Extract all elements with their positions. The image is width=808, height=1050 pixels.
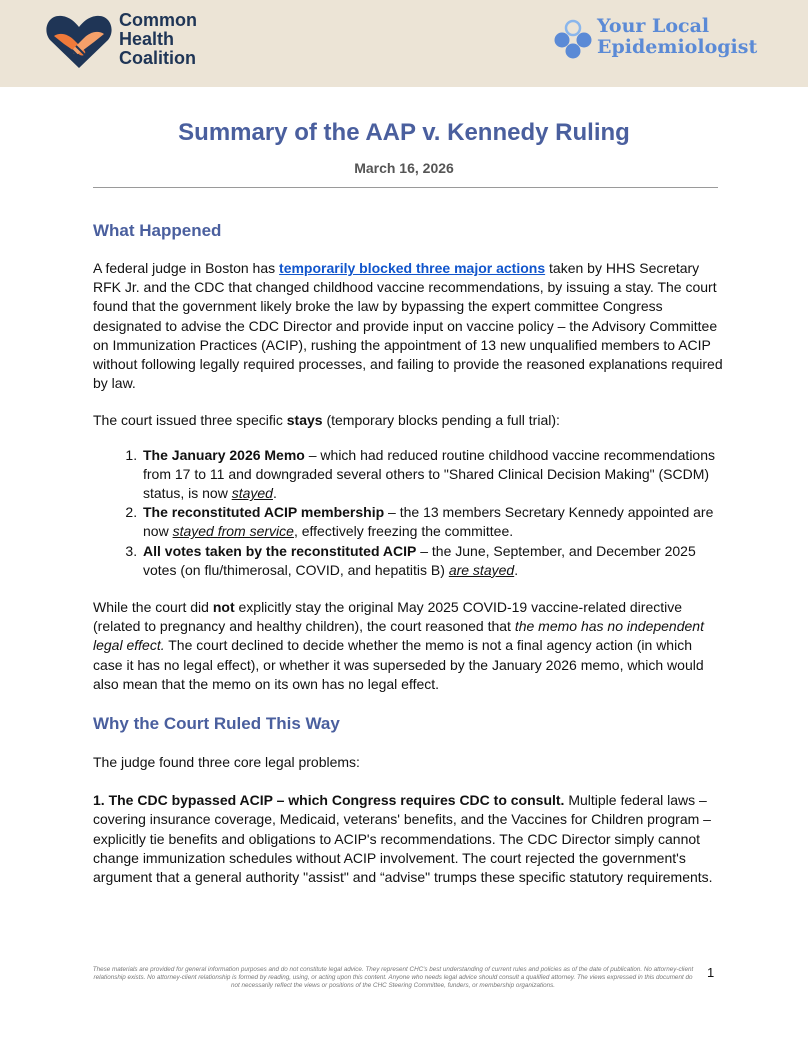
section-heading-why: Why the Court Ruled This Way [93, 714, 340, 734]
yle-logo-line: Your Local [597, 15, 710, 37]
text-run: The court declined to decide whether the memo is not a final agency action (in which case it has no legal effect), or whether it was superseded by the January 2026 memo, which would also mean that the memo on its own has no legal effect. [93, 637, 704, 692]
blocked-actions-link[interactable]: temporarily blocked three major actions [279, 260, 546, 276]
bold-term: stays [286, 412, 323, 429]
yle-logo-line: Epidemiologist [597, 36, 758, 58]
emphasis: stayed from service [172, 523, 294, 540]
chc-logo-line: Coalition [119, 48, 196, 68]
emphasis: stayed [231, 485, 273, 502]
chc-logo-line: Health [119, 29, 175, 49]
bold-term: not [212, 599, 235, 616]
header-band [0, 0, 808, 87]
yle-logo-text [597, 16, 757, 58]
emphasis: are stayed [448, 561, 515, 578]
page-number: 1 [707, 965, 715, 980]
text-run: – which had reduced routine childhood vaccine recommendations from 17 to 11 and downgraded several others to "Shared Clinical Decision Making" (SCDM) status, is now [143, 446, 715, 502]
chc-logo-line: Common [119, 10, 197, 30]
section-heading-what-happened: What Happened [93, 221, 222, 240]
paragraph-overview [93, 259, 723, 393]
text-run: A federal judge in Boston has [93, 260, 280, 276]
four-petal-logo-icon [554, 19, 592, 59]
paragraph-covid-directive [93, 598, 723, 694]
text-run: , effectively freezing the committee. [293, 523, 514, 540]
text-run: (temporary blocks pending a full trial): [322, 412, 560, 429]
text-run: – the June, September, and December 2025 votes (on flu/thimerosal, COVID, and hepatitis B) [143, 542, 696, 578]
text-run: – the 13 members Secretary Kennedy appointed are now [143, 504, 714, 540]
title-divider [93, 187, 718, 188]
text-run: While the court did [93, 599, 213, 616]
paragraph-stays-intro [93, 411, 723, 430]
text-run: taken by HHS Secretary RFK Jr. and the CDC that changed childhood vaccine recommendations, by issuing a stay. The court found that the government likely broke the law by bypassing the expert committee Congress designated to advise the CDC Director and provide input on vaccine policy – the Advisory Committee on Immunization Practices (ACIP), rushing the appointment of 13 new unqualified members to ACIP without following legally required processes, and failing to provide the reasoned explanations required by law. [93, 260, 723, 392]
document-date: March 16, 2026 [354, 160, 454, 176]
stays-list [93, 446, 723, 580]
list-item-title: The January 2026 Memo [143, 446, 305, 463]
list-item [141, 503, 723, 541]
paragraph-core-problems: The judge found three core legal problems: [93, 754, 360, 771]
chc-logo-text [119, 11, 197, 68]
list-item [141, 542, 723, 580]
handshake-heart-icon [44, 10, 114, 70]
text-run: . [514, 561, 519, 578]
text-run: . [272, 485, 277, 502]
list-item [141, 446, 723, 504]
text-run: explicitly stay the original May 2025 COVID-19 vaccine-related directive (related to pregnancy and healthy children), the court reasoned that [93, 599, 683, 635]
bold-term: 1. The CDC bypassed ACIP – which Congress requires CDC to consult. [93, 792, 565, 809]
text-run: The court issued three specific [93, 412, 287, 429]
text-run: Multiple federal laws – covering insurance coverage, Medicaid, veterans' benefits, and the Vaccines for Children program – explicitly tie benefits and obligations to ACIP's recommendations. The CDC Director simply cannot change immunization schedules without ACIP involvement. The court rejected the government's argument that a general authority "assist" and “advise" trumps these specific statutory requirements. [93, 792, 713, 886]
paragraph-problem-one [93, 791, 723, 887]
list-item-title: All votes taken by the reconstituted ACIP [143, 542, 417, 559]
document-body [93, 220, 723, 887]
document-title: Summary of the AAP v. Kennedy Ruling [178, 119, 630, 146]
emphasis: the memo has no independent legal effect. [93, 618, 704, 654]
list-item-title: The reconstituted ACIP membership [143, 504, 385, 521]
legal-disclaimer: These materials are provided for general information purposes and do not constitute legal advice. They represent CHC's best understanding of current rules and policies as of the date of publication. No attorney-client relationship exists. No attorney-client relationship is formed by reading, using, or acting upon this content. Anyone who needs legal advice should consult a qualified attorney. The views expressed in this document do not necessarily reflect the views or positions of the CHC Steering Committee, funders, or membership organizations. [92, 966, 694, 990]
